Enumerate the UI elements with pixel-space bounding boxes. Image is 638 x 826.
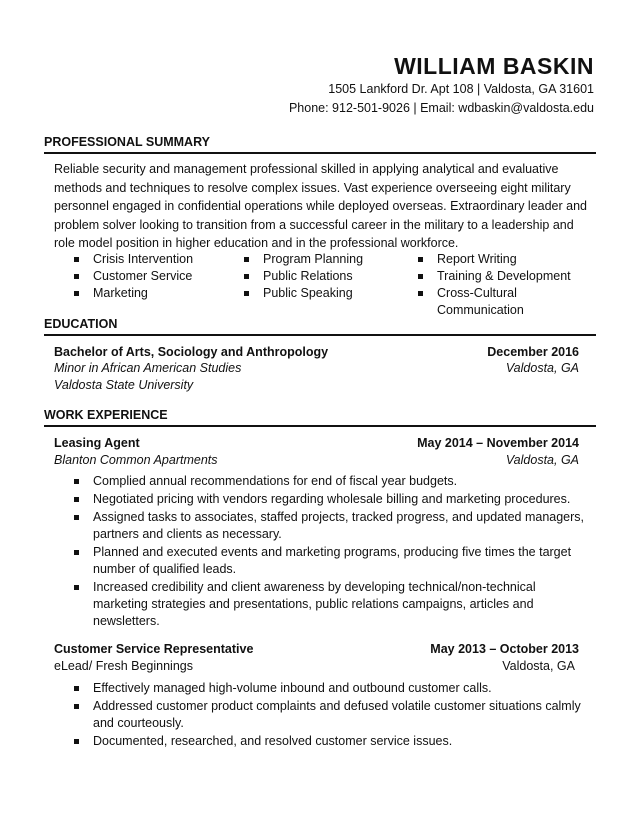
skill-item: Program Planning [224, 251, 398, 268]
skill-item: Cross-Cultural Communication [398, 285, 547, 319]
job-bullet: Complied annual recommendations for end of fiscal year budgets. [54, 473, 589, 490]
job-role: Customer Service Representative [54, 642, 254, 656]
job-bullets [54, 473, 589, 631]
section-title-education: EDUCATION [44, 317, 596, 336]
job-dates: May 2014 – November 2014 [417, 436, 579, 450]
minor: Minor in African American Studies [54, 361, 242, 375]
job-bullet: Effectively managed high-volume inbound and outbound customer calls. [54, 680, 589, 697]
skills-column [224, 251, 398, 319]
skill-item: Crisis Intervention [54, 251, 224, 268]
section-title-summary: PROFESSIONAL SUMMARY [44, 135, 596, 154]
job-header-row [54, 434, 579, 452]
summary-paragraph: Reliable security and management professional skilled in applying analytical and evaluative methods and techniques to resolve complex issues. Vast experience overseeing eight military personnel engaged in confidential operations while deployed overseas. Extraordinary leader and problem solver looking to transition from a successful career in the military to a leadership and role model position in higher education and in the professional workforce. [54, 162, 587, 250]
skills-column [398, 251, 594, 319]
job-dates: May 2013 – October 2013 [430, 642, 579, 656]
job-bullet: Planned and executed events and marketing programs, producing five times the target number of qualified leads. [54, 544, 589, 578]
job-company-row [54, 657, 575, 675]
job-company-row [54, 451, 579, 469]
job-bullet: Documented, researched, and resolved customer service issues. [54, 733, 589, 750]
education-school-row [54, 376, 579, 394]
skill-item: Customer Service [54, 268, 224, 285]
skill-item: Public Speaking [224, 285, 398, 302]
school-name: Valdosta State University [54, 378, 194, 392]
job-company: Blanton Common Apartments [54, 453, 218, 467]
skill-item: Report Writing [398, 251, 594, 268]
job-role: Leasing Agent [54, 436, 140, 450]
education-minor-row [54, 359, 579, 377]
job-bullets [54, 680, 589, 751]
job-location: Valdosta, GA [502, 659, 575, 673]
contact-line: Phone: 912-501-9026 | Email: wdbaskin@valdosta.edu [288, 101, 594, 115]
section-title-work: WORK EXPERIENCE [44, 408, 596, 427]
resume-header [289, 52, 594, 118]
candidate-name: WILLIAM BASKIN [394, 53, 594, 79]
job-header-row [54, 640, 579, 658]
graduation-date: December 2016 [487, 345, 579, 359]
skill-item: Marketing [54, 285, 224, 302]
job-bullet: Negotiated pricing with vendors regarding wholesale billing and marketing procedures. [54, 491, 589, 508]
skills-list [54, 251, 594, 319]
job-company: eLead/ Fresh Beginnings [54, 659, 193, 673]
job-bullet: Increased credibility and client awareness by developing technical/non-technical marketing strategies and presentations, public relations campaigns, articles and newsletters. [54, 579, 589, 630]
skill-item: Public Relations [224, 268, 398, 285]
skill-item: Training & Development [398, 268, 594, 285]
job-location: Valdosta, GA [505, 453, 579, 467]
job-bullet: Assigned tasks to associates, staffed projects, tracked progress, and updated managers, partners and clients as necessary. [54, 509, 589, 543]
education-location: Valdosta, GA [505, 361, 579, 375]
degree: Bachelor of Arts, Sociology and Anthropology [54, 345, 329, 359]
address-line: 1505 Lankford Dr. Apt 108 | Valdosta, GA 31601 [328, 82, 594, 96]
job-bullet: Addressed customer product complaints and defused volatile customer situations calmly and courteously. [54, 698, 589, 732]
skills-column [54, 251, 224, 319]
